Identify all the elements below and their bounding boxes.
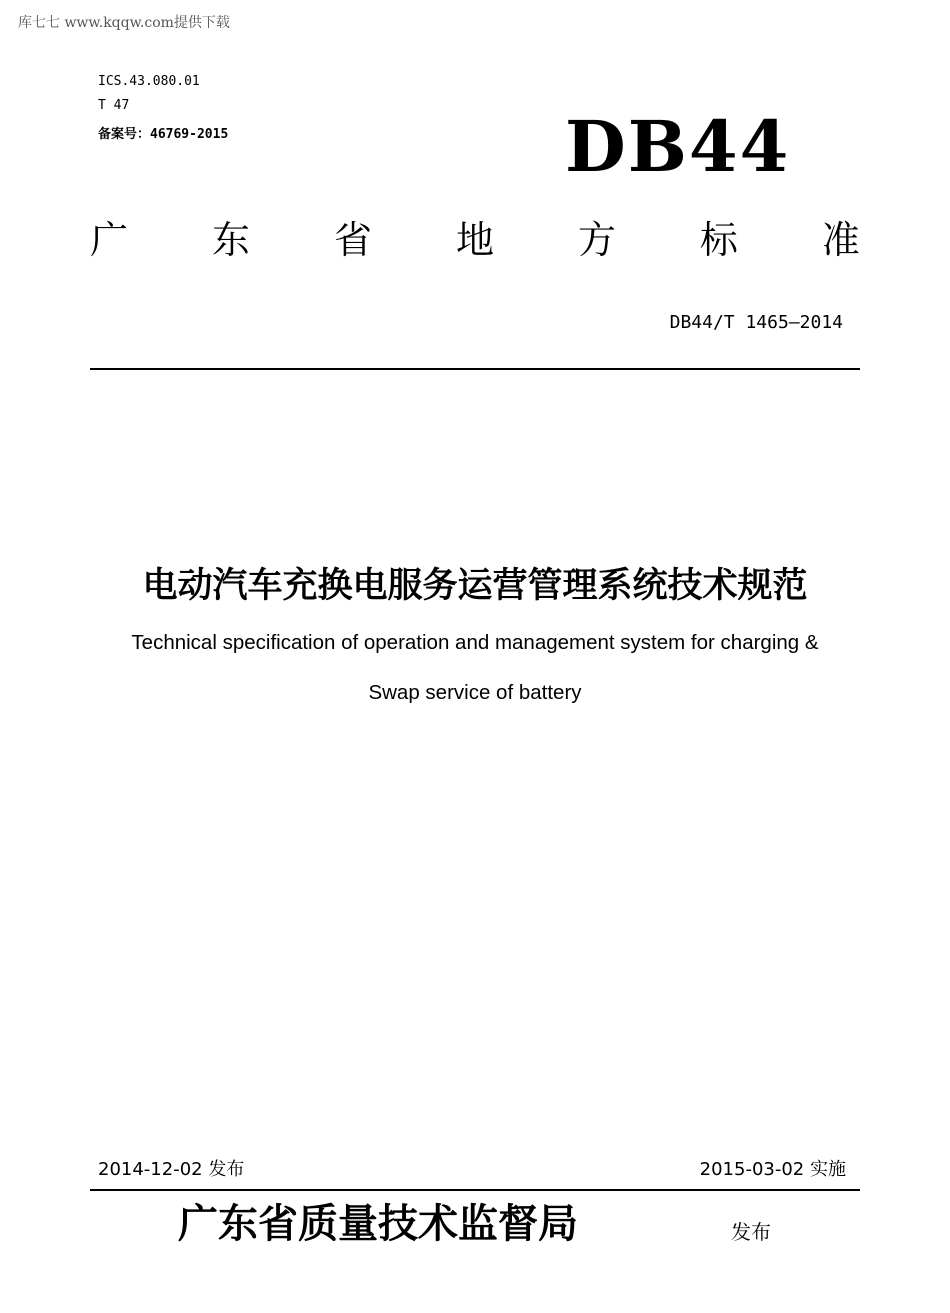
document-title-english-line1: Technical specification of operation and management system for charging & [131, 631, 819, 654]
standard-number: DB44/T 1465—2014 [669, 312, 843, 333]
standard-type-char: 东 [211, 218, 250, 262]
issuing-authority: 广东省质量技术监督局 [178, 1200, 578, 1247]
watermark-text: 库七七 www.kqqw.com提供下载 [18, 15, 230, 31]
ics-code: ICS.43.080.01 [98, 74, 200, 89]
document-title-chinese: 电动汽车充换电服务运营管理系统技术规范 [142, 566, 808, 606]
implementation-date: 2015-03-02 实施 [699, 1159, 846, 1180]
top-divider [90, 368, 860, 370]
standard-type-char: 准 [821, 218, 860, 262]
standard-type-heading [90, 218, 860, 264]
classification-code: T 47 [98, 98, 130, 113]
issue-date: 2014-12-02 发布 [98, 1159, 245, 1180]
standard-type-char: 方 [577, 218, 616, 262]
standard-code-logo: DB44 [565, 105, 791, 188]
bottom-divider [90, 1189, 860, 1191]
record-number: 备案号：46769-2015 [98, 127, 229, 142]
standard-type-char: 广 [90, 218, 129, 262]
standard-type-char: 标 [699, 218, 738, 262]
document-title-english-line2: Swap service of battery [368, 681, 582, 704]
issuer-action-label: 发布 [731, 1220, 771, 1244]
standard-type-char: 省 [333, 218, 372, 262]
standard-type-char: 地 [455, 218, 494, 262]
